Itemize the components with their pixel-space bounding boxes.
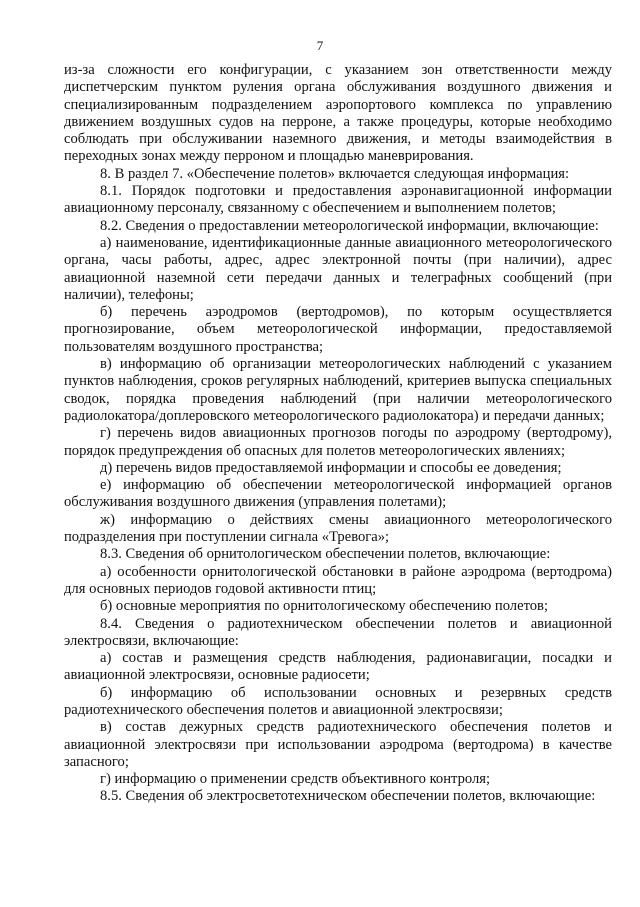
list-item-8-4-b: б) информацию об использовании основных и резервных средств радиотехнического обеспечения полетов и авиационной электросвязи; <box>64 684 612 718</box>
list-item-8-2-a: а) наименование, идентификационные данные авиационного метеорологического органа, часы работы, адрес, адрес электронной почты (при наличии), адрес авиационной наземной сети передачи данных и телеграфных сообщений (при наличии), телефоны; <box>64 234 612 303</box>
list-item-8-3-b: б) основные мероприятия по орнитологическому обеспечению полетов; <box>100 598 548 615</box>
paragraph-8-5: 8.5. Сведения об электросветотехническом обеспечении полетов, включающие: <box>100 788 596 805</box>
list-item-8-2-v: в) информацию об организации метеорологических наблюдений с указанием пунктов наблюдения, сроков регулярных наблюдений, критериев выпуска специальных сводок, порядка проведения наблюдений (при наличии метеорологического радиолокатора/доплеровского метеорологического радиолокатора) и передачи данных; <box>64 356 612 424</box>
list-item-8-2-d: д) перечень видов предоставляемой информации и способы ее доведения; <box>100 459 562 476</box>
paragraph-section-8: 8. В раздел 7. «Обеспечение полетов» включается следующая информация: <box>100 165 570 182</box>
paragraph-8-4: 8.4. Сведения о радиотехническом обеспечении полетов и авиационной электросвязи, включающие: <box>64 615 612 649</box>
list-item-8-3-a: а) особенности орнитологической обстановки в районе аэродрома (вертодрома) для основных периодов годовой активности птиц; <box>64 563 612 597</box>
list-item-8-2-g: г) перечень видов авиационных прогнозов погоды по аэродрому (вертодрому), порядок предупреждения об опасных для полетов метеорологических явлениях; <box>64 425 612 459</box>
list-item-8-4-v: в) состав дежурных средств радиотехнического обеспечения полетов и авиационной электросвязи при использовании аэродрома (вертодрома) в качестве запасного; <box>64 719 612 770</box>
paragraph-8-3: 8.3. Сведения об орнитологическом обеспечении полетов, включающие: <box>100 546 551 563</box>
list-item-8-4-a: а) состав и размещения средств наблюдения, радионавигации, посадки и авиационной электросвязи, основные радиосети; <box>64 650 612 684</box>
list-item-8-2-e: е) информацию об обеспечении метеорологической информацией органов обслуживания воздушного движения (управления полетами); <box>64 477 612 511</box>
list-item-8-2-b: б) перечень аэродромов (вертодромов), по которым осуществляется прогнозирование, объем метеорологической информации, предоставляемой пользователям воздушного пространства; <box>64 304 612 355</box>
paragraph-8-2: 8.2. Сведения о предоставлении метеорологической информации, включающие: <box>100 217 599 234</box>
list-item-8-2-zh: ж) информацию о действиях смены авиационного метеорологического подразделения при поступлении сигнала «Тревога»; <box>64 511 612 546</box>
document-body <box>64 62 612 806</box>
list-item-8-4-g: г) информацию о применении средств объективного контроля; <box>100 771 491 788</box>
paragraph-continuation: из-за сложности его конфигурации, с указанием зон ответственности между диспетчерским пунктом руления органа обслуживания воздушного движения и специализированным подразделением аэропортового комплекса по управлению движением воздушных судов на перроне, а также процедуры, которые необходимо соблюдать при обслуживании наземного движения, и методы взаимодействия в переходных зонах между перроном и площадью маневрирования. <box>64 62 612 165</box>
paragraph-8-1: 8.1. Порядок подготовки и предоставления аэронавигационной информации авиационному персоналу, связанному с обеспечением и выполнением полетов; <box>64 183 612 217</box>
page-number: 7 <box>316 38 324 53</box>
